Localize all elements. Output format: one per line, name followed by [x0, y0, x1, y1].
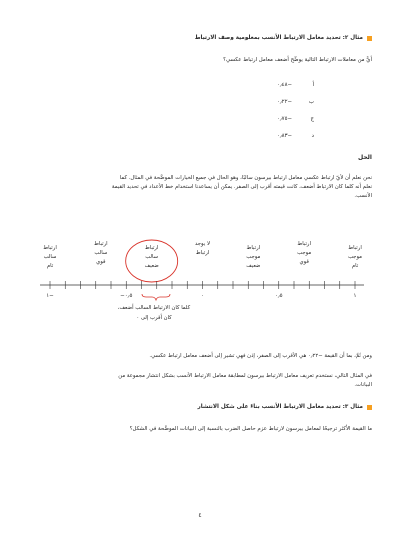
option-value: −٠٫٤٨ [277, 82, 292, 88]
conclusion-paragraph [28, 372, 372, 390]
annotation-line-2: كان أقرب إلى ٠ [136, 315, 172, 321]
category-label: تام [46, 263, 54, 269]
orange-square-icon [367, 36, 372, 41]
category-label: ارتباط [348, 245, 362, 251]
category-label: قوي [299, 259, 309, 265]
option-c [277, 116, 314, 122]
example-3-question: ما القيمة الأكثر ترجيحًا لمعامل بيرسون لارتباط عزم حاصل الضرب بالنسبة إلى البيانات الموضَّحة في الشكل؟ [129, 426, 372, 432]
solution-paragraph [28, 174, 372, 201]
option-value: −٠٫٢٢ [277, 99, 292, 105]
annotation-line-1: كلما كان الارتباط السالب أضعف، [117, 305, 191, 311]
category-label: موجب [246, 254, 261, 260]
solution-line: نعلم أنه كلما كان الارتباط أضعف، كانت قيمته أقرب إلى الصفر. يمكن أن يساعدنا استخدام خط الأعداد في تحديد القيمة [111, 184, 372, 190]
category-label: سالب [94, 250, 108, 256]
category-label: ضعيف [144, 263, 159, 269]
option-b [277, 99, 314, 105]
page-number: ٤ [198, 512, 202, 519]
correlation-number-line [0, 230, 400, 340]
minor-ticks [50, 281, 355, 289]
option-value: −٠٫٨٣ [277, 133, 292, 139]
option-label: د [311, 133, 314, 139]
category-label: موجب [297, 250, 312, 256]
example-2-question: أيٌّ من معاملات الارتباط التالية يوضِّح أضعف معامل ارتباط عكسي؟ [223, 57, 372, 63]
option-d [277, 133, 314, 139]
category-label: لا يوجد [195, 241, 210, 247]
conclusion-line: البيانات. [354, 382, 372, 388]
example-2-title: مثال ٢: تحديد معامل الارتباط الأنسب بمعلومية وصف الارتباط [195, 35, 372, 41]
category-label: سالب [145, 254, 159, 260]
tick-label: −٠٫٥ [120, 293, 133, 299]
orange-square-icon [367, 405, 372, 410]
tick-label: ٠٫٥ [274, 293, 283, 299]
option-a [277, 82, 314, 88]
solution-line: نحن نعلم أن لأيّ ارتباط عكسي معامل ارتباط بيرسون سالبًا، وهو الحال في جميع الخيارات الموضَّحة في المثال. كما [119, 175, 372, 181]
example-3-title: مثال ٣: تحديد معامل الارتباط الأنسب بناءً على شكل الانتشار [198, 404, 373, 410]
option-label: ب [308, 99, 314, 105]
category-label: تام [351, 263, 359, 269]
category-label: ارتباط [297, 241, 311, 247]
category-label: قوي [96, 259, 106, 265]
option-label: أ [312, 82, 314, 88]
tick-label: ١− [46, 293, 54, 299]
category-label: ضعيف [246, 263, 261, 269]
category-label: سالب [43, 254, 57, 260]
conclusion-line-1: ومن ثَمَّ، بما أن القيمة −٠٫٢٢ هي الأقرب إلى الصفر، إذن فهي تشير إلى أضعف معامل ارتباط عكسي. [149, 353, 372, 359]
option-value: −٠٫٧٥ [277, 116, 292, 122]
solution-line: الأنسب. [354, 193, 372, 199]
category-label: ارتباط [246, 245, 261, 251]
category-label: ارتباط [94, 241, 108, 247]
category-label: ارتباط [144, 245, 159, 251]
option-label: ج [310, 116, 314, 122]
conclusion-line: في المثال التالي، نستخدم تعريف معامل الارتباط بيرسون لمطابقة معامل الارتباط الأنسب بشكل انتشار مجموعة من [118, 373, 372, 379]
tick-labels [46, 293, 356, 299]
category-labels [43, 241, 362, 269]
solution-heading: الحل [358, 154, 372, 161]
category-label: ارتباط [195, 250, 210, 256]
options-list [277, 82, 314, 139]
category-label: موجب [347, 254, 363, 260]
tick-label: ٠ [201, 293, 204, 299]
category-label: ارتباط [43, 245, 57, 251]
range-brace [142, 294, 170, 300]
tick-label: ١ [353, 293, 357, 299]
